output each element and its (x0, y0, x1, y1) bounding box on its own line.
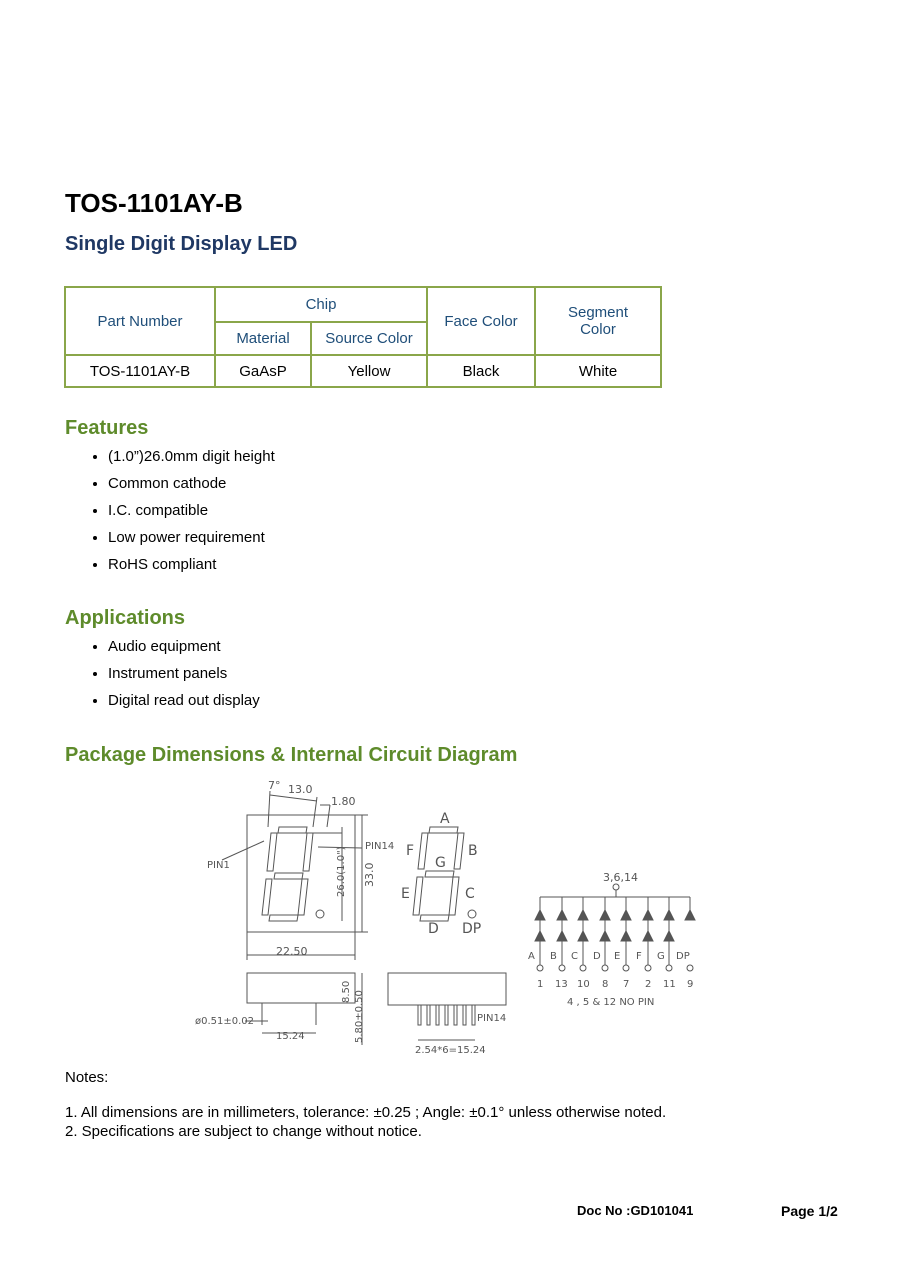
spec-table (64, 286, 662, 388)
circuit-no-pin: 4 , 5 & 12 NO PIN (567, 997, 655, 1008)
cell-face-color: Black (427, 355, 535, 387)
segment-label-b: B (468, 843, 478, 859)
dim-pin-len: 5.80±0.50 (354, 990, 365, 1043)
list-item: • Audio equipment (108, 636, 260, 663)
dim-pin14-side: PIN14 (477, 1013, 507, 1024)
note-item: 2. Specifications are subject to change without notice. (65, 1123, 422, 1140)
segment-label-d: D (428, 921, 439, 937)
side-view-body (388, 973, 506, 1005)
circuit-label: C (571, 951, 578, 962)
dim-height: 33.0 (363, 862, 376, 887)
features-heading: Features (65, 417, 149, 439)
circuit-pin: 13 (555, 979, 568, 990)
list-item: • Low power requirement (108, 527, 275, 554)
segment-label-a: A (440, 811, 450, 827)
notes-label: Notes: (65, 1069, 109, 1086)
notes-list (65, 1103, 666, 1141)
footer-doc-number: Doc No :GD101041 (577, 1203, 694, 1218)
circuit-pin: 11 (663, 979, 676, 990)
document-subtitle: Single Digit Display LED (65, 233, 298, 255)
circuit-label: D (593, 951, 601, 962)
header-material: Material (215, 322, 311, 355)
applications-heading: Applications (65, 607, 186, 629)
header-part-number: Part Number (65, 287, 215, 355)
dim-seg-width: 1.80 (331, 795, 356, 808)
dim-pin-dia: ø0.51±0.02 (195, 1016, 255, 1027)
cell-source-color: Yellow (311, 355, 427, 387)
circuit-pin: 7 (623, 979, 630, 990)
circuit-label: E (614, 951, 621, 962)
circuit-label: A (528, 951, 535, 962)
circuit-pin: 10 (577, 979, 590, 990)
circuit-label: B (550, 951, 557, 962)
cell-part-number: TOS-1101AY-B (65, 355, 215, 387)
list-item: • Instrument panels (108, 663, 260, 690)
list-item: • I.C. compatible (108, 500, 275, 527)
cell-material: GaAsP (215, 355, 311, 387)
circuit-pin-dots (537, 965, 693, 971)
dim-digit-height: 26.0(1.0") (336, 846, 347, 897)
dim-width: 22.50 (276, 945, 308, 958)
cell-segment-color: White (535, 355, 661, 387)
header-segment-color: Segment Color (535, 287, 661, 355)
circuit-diodes (535, 910, 695, 941)
note-item: 1. All dimensions are in millimeters, tolerance: ±0.25 ; Angle: ±0.1° unless otherwise noted. (65, 1104, 667, 1121)
header-face-color: Face Color (427, 287, 535, 355)
list-item: • Digital read out display (108, 690, 260, 717)
dim-depth: 8.50 (341, 980, 352, 1003)
dim-width-top: 13.0 (288, 783, 313, 796)
segment-label-g: G (435, 855, 446, 871)
circuit-pin: 8 (602, 979, 609, 990)
header-source-color: Source Color (311, 322, 427, 355)
side-view-pins (418, 1005, 475, 1025)
dim-pitch: 2.54*6=15.24 (415, 1045, 486, 1056)
package-heading: Package Dimensions & Internal Circuit Diagram (65, 744, 518, 766)
front-view-dp (316, 910, 324, 918)
front-view-segments (262, 827, 313, 921)
segment-label-c: C (465, 886, 475, 902)
circuit-pin: 2 (645, 979, 652, 990)
applications-list (88, 636, 260, 717)
circuit-label: G (657, 951, 665, 962)
package-diagram (190, 775, 710, 1060)
circuit-label: DP (676, 951, 690, 962)
list-item: • RoHS compliant (108, 554, 275, 581)
dim-pin1: PIN1 (207, 860, 230, 871)
circuit-pin: 1 (537, 979, 544, 990)
dim-row-spacing: 15.24 (276, 1031, 305, 1042)
list-item: • (1.0”)26.0mm digit height (108, 446, 275, 473)
segment-map-digit (413, 827, 464, 921)
segment-label-f: F (406, 843, 415, 859)
dim-angle: 7° (268, 779, 281, 792)
circuit-pin: 9 (687, 979, 694, 990)
header-chip: Chip (215, 287, 427, 322)
list-item: • Common cathode (108, 473, 275, 500)
features-list (88, 446, 275, 581)
circuit-label: F (636, 951, 642, 962)
document-title: TOS-1101AY-B (65, 188, 243, 218)
footer-page-number: Page 1/2 (781, 1203, 838, 1219)
segment-label-e: E (401, 886, 410, 902)
bottom-view-body (247, 973, 355, 1003)
segment-label-dp: DP (462, 921, 482, 937)
circuit-common: 3,6,14 (603, 871, 638, 884)
dim-pin14: PIN14 (365, 841, 395, 852)
